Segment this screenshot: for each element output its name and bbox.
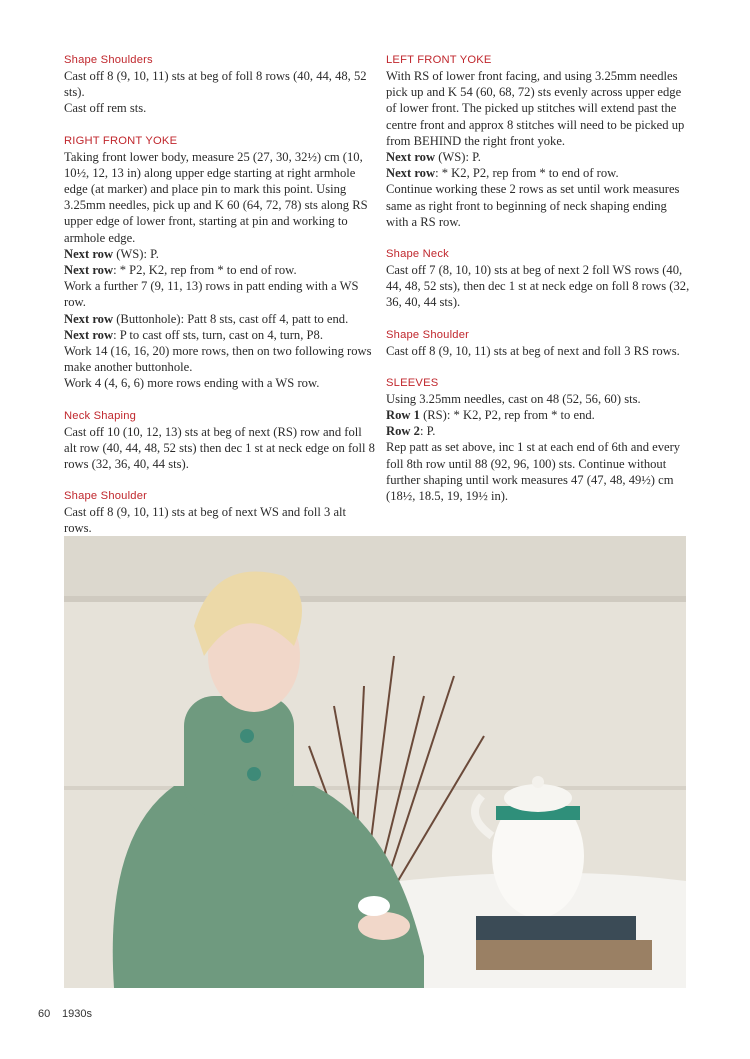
heading-shape-neck: Shape Neck [386, 248, 449, 261]
paragraph: Work 14 (16, 16, 20) more rows, then on two following rows make another buttonhole. [64, 344, 372, 375]
books [476, 916, 652, 970]
wall-molding-line [64, 596, 686, 602]
paragraph: Cast off 8 (9, 10, 11) sts at beg of next WS and foll 3 alt rows. [64, 505, 347, 536]
section-left-front-yoke [386, 52, 691, 230]
section-shape-shoulder-right [386, 327, 691, 359]
heading-sleeves: SLEEVES [386, 376, 439, 389]
row-label: Next row [64, 327, 114, 342]
section-shape-neck [386, 246, 691, 311]
row-instruction [64, 246, 376, 262]
row-instruction [386, 165, 691, 181]
heading-right-front-yoke: RIGHT FRONT YOKE [64, 134, 178, 147]
row-text: : P to cast off sts, turn, cast on 4, turn, P8. [113, 327, 323, 342]
row-text: (WS): P. [113, 246, 159, 261]
paragraph: Using 3.25mm needles, cast on 48 (52, 56, 60) sts. [386, 391, 641, 406]
row-instruction [64, 327, 376, 343]
heading-neck-shaping: Neck Shaping [64, 409, 137, 422]
left-column [64, 52, 376, 553]
row-label: Next row [386, 150, 436, 165]
row-label: Next row [64, 263, 114, 278]
row-instruction [64, 262, 376, 278]
row-instruction [386, 149, 691, 165]
row-text: : * P2, K2, rep from * to end of row. [113, 263, 297, 278]
paragraph: Continue working these 2 rows as set until work measures same as right front to beginning of neck shaping ending with a RS row. [386, 182, 680, 229]
row-label: Next row [64, 246, 114, 261]
paragraph: Taking front lower body, measure 25 (27, 30, 32½) cm (10, 10½, 12, 13 in) along upper edge starting at right armhole edge (at marker) and place pin to mark this point. Using 3.25mm needles, pick up and K 60 (64, 72, 78) sts along RS upper edge of lower front, starting at pin and working to armhole edge. [64, 149, 368, 245]
row-label: Row 1 [386, 408, 420, 423]
paragraph: With RS of lower front facing, and using 3.25mm needles pick up and K 54 (60, 68, 72) sts evenly across upper edge of lower front. The picked up stitches will extend past the centre front and approx 8 stitches will need to be picked up from BEHIND the right front yoke. [386, 69, 685, 148]
row-instruction [64, 311, 376, 327]
right-column [386, 52, 691, 520]
row-text: : * K2, P2, rep from * to end of row. [435, 166, 619, 181]
paragraph: Cast off 7 (8, 10, 10) sts at beg of next 2 foll WS rows (40, 44, 48, 52 sts), then dec 1 st at neck edge on foll 8 rows (32, 36, 40, 44 sts). [386, 263, 690, 310]
paragraph: Cast off rem sts. [64, 101, 147, 116]
paragraph: Rep patt as set above, inc 1 st at each end of 6th and every foll 8th row until 88 (92, 96, 100) sts. Continue without further shaping until work measures 47 (47, 48, 49½) cm (18½, 18.5, 19, 19½ in). [386, 440, 681, 504]
heading-left-front-yoke: LEFT FRONT YOKE [386, 54, 492, 66]
row-text: (Buttonhole): Patt 8 sts, cast off 4, patt to end. [113, 311, 349, 326]
section-shape-shoulder-left [64, 488, 376, 536]
paragraph: Work a further 7 (9, 11, 13) rows in patt ending with a WS row. [64, 279, 359, 310]
row-label: Next row [386, 166, 436, 181]
paragraph: Cast off 10 (10, 12, 13) sts at beg of next (RS) row and foll alt row (40, 44, 48, 52 sts) then dec 1 st at neck edge on foll 8 rows (32, 36, 40, 44 sts). [64, 424, 375, 472]
page-number: 60 [38, 1008, 51, 1020]
paragraph: Cast off 8 (9, 10, 11) sts at beg of next and foll 3 RS rows. [386, 343, 680, 358]
heading-shape-shoulders: Shape Shoulders [64, 54, 153, 66]
row-text: : P. [419, 424, 436, 439]
heading-shape-shoulder: Shape Shoulder [64, 490, 148, 503]
photo-illustration [64, 536, 686, 988]
paragraph: Cast off 8 (9, 10, 11) sts at beg of foll 8 rows (40, 44, 48, 52 sts). [64, 69, 367, 100]
section-footer: 1930s [62, 1008, 92, 1020]
model-photo [64, 536, 686, 988]
section-sleeves [386, 375, 691, 504]
section-neck-shaping [64, 408, 376, 473]
row-instruction [386, 423, 691, 439]
row-label: Row 2 [386, 424, 420, 439]
row-text: (RS): * K2, P2, rep from * to end. [419, 408, 595, 423]
section-shape-shoulders [64, 52, 376, 117]
wall-rail [64, 786, 686, 790]
heading-shape-shoulder: Shape Shoulder [386, 328, 470, 341]
row-label: Next row [64, 311, 114, 326]
section-right-front-yoke [64, 133, 376, 392]
wall-molding [64, 536, 686, 596]
row-text: (WS): P. [435, 150, 481, 165]
paragraph: Work 4 (4, 6, 6) more rows ending with a WS row. [64, 376, 320, 391]
row-instruction [386, 407, 691, 423]
